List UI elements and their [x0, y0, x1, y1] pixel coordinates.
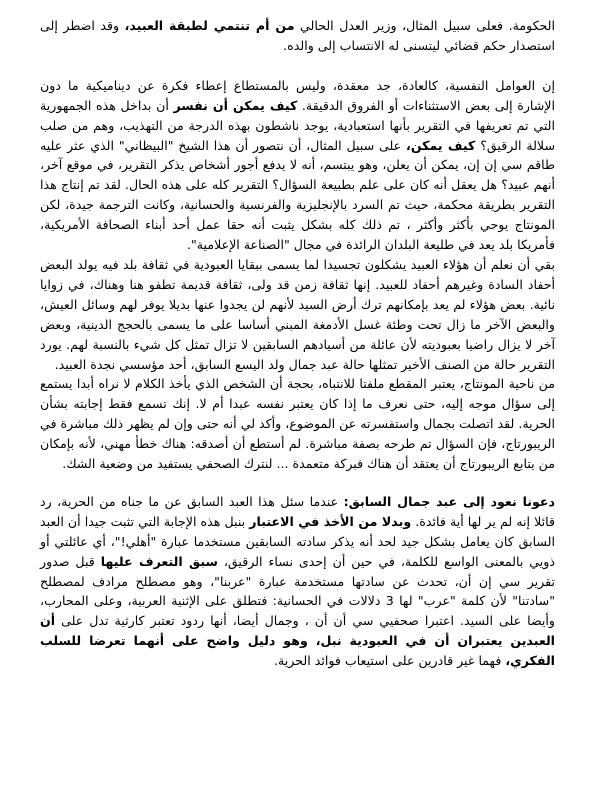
- text-run: الحكومة. فعلى سبيل المثال، وزير العدل الحالي: [294, 18, 556, 33]
- paragraph-2: [40, 76, 555, 255]
- emphasis-run: وبدلا من الأخذ في الاعتبار: [249, 513, 412, 529]
- text-run: بنبل هذه الإجابة التي تثبت جيدا أن العبد السابق كان يعامل بشكل جيد لحد أنه يذكر سادته السابقين مستخدما عبارة "أهلي!"، أي عائلتي أو ذويي بالمعنى الواسع للكلمة، في حين أن إحدى نساء الرقيق،: [40, 513, 555, 569]
- text-run: بقي أن نعلم أن هؤلاء العبيد يشكلون تجسيدا لما يسمى ببقايا العبودية في ثقافة بلد فيه يولد البعض أحفاد السادة وغيرهم أحفاد للعبيد. إنها ثقافة زمن قد ولى، ثقافة قديمة تطفو هنا وهناك، في زوايا نائية. بعض هؤلاء لم يعد بإمكانهم ترك أرض السيد لأنهم لن يجدوا عنها بديلا يوفر لهم وسائل العيش، والبعض الآخر ما زال تحت وطئة غسل الأدمغة المبني أساسا على ما يسمى بالحجج الدينية، وبعض آخر لا يزال راضيا بعبوديته لأن عائلة من أسيادهم السابقين لا تزال تمثل كل شيء بالنسبة لهم. يورد التقرير حالة من الصنف الأخير تمثلها حالة عبد جمال ولد اليسع السابق، أحد مؤسسي نجدة العبيد.: [40, 256, 555, 372]
- emphasis-run: من أم تنتمي لطبقة العبيد،: [124, 18, 295, 33]
- text-run: على سبيل المثال، أن نتصور أن هذا الشيخ "البيظاني" الذي عثر عليه طاقم سي إن إن، يمكن أن يعلن، وهو يبتسم، أنه لا يدفع أجور أشخاص يذكر التقرير، في موقع آخر، أنهم عبيد؟ هل يعقل أنه كان على علم بطبيعة السؤال؟ التقرير كله على هذه الحال. لقد تم إنتاج هذا التقرير بطريقة محكمة، حيث تم السرد بالإنجليزية والفرنسية والحسانية، وكانت الترجمة جيدة، لكن المونتاج يوحي بأكثر وأكثر ، تم ذلك كله بشكل يثبت أنه حقا عمل أحد أبناء الصحافة الأمريكية، فأمريكا بلد يعد في طليعة البلدان الرائدة في مجال "الصناعة الإعلامية".: [40, 137, 555, 253]
- emphasis-run: أن العبدين يعتبران أن في العبودية نبل، وهو دليل واضح على أنهما تعرضا للسلب الفكري،: [40, 613, 555, 669]
- emphasis-run: كيف يمكن أن نفسر: [173, 97, 298, 113]
- text-run: إن العوامل النفسية، كالعادة، جد معقدة، وليس بالمستطاع إعطاء فكرة عن ديناميكية ما دون الإشارة إلى بعض الاستثناءات أو الفروق الدقيقة.: [40, 77, 555, 113]
- text-run: وقد اضطر إلى استصدار حكم قضائي ليتسنى له الانتساب إلى والده.: [40, 18, 555, 53]
- paragraph-spacer: [40, 474, 555, 492]
- text-run: أن بداخل هذه الجمهورية التي تم تعريفها في التقرير بأنها استعبادية، يوجد ناشطون بهذه الدرجة من التهذيب، وهم من صلب سلالة الرقيق؟: [40, 97, 555, 153]
- emphasis-run: كيف يمكن،: [406, 137, 476, 153]
- text-run: قبل صدور تقرير سي إن أن، تحدث عن سادتها مستخدمة عبارة "عربنا"، وهو مصطلح مرادف لمصطلح "سادتنا" لأن كلمة "عرب" لها 3 دلالات في الحسانية: فتطلق على الإثنية العربية، وعلى المحارب، وأيضا على السيد. اعتبرا صحفيي سي أن أن ، وجمال أيضا، أنها ردود تعتبر كارثية تدل على: [40, 553, 555, 629]
- paragraph-5: [40, 492, 555, 671]
- paragraph-spacer: [40, 56, 555, 76]
- emphasis-run: دعونا نعود إلى عبد جمال السابق:: [343, 493, 555, 509]
- text-run: فهما غير قادرين على استيعاب فوائد الحرية.: [274, 653, 506, 669]
- emphasis-run: سبق التعرف عليها: [100, 553, 218, 569]
- paragraph-4: [40, 374, 555, 474]
- paragraph-1: [40, 16, 555, 56]
- text-run: من ناحية المونتاج، يعتبر المقطع ملفتا للانتباه، بحجة أن الشخص الذي يأخذ الكلام لا نراه أبدا يستمع إلى سؤال موجه إليه، حتى نعرف ما إذا كان يعتبر نفسه عبدا أم لا. إنك تسمع فقط إجابته بشأن الحرية. لقد اتصلت بجمال واستفسرته عن الموضوع، وأكد لي أنه حتى وإن لم يظهر ذلك مباشرة في الريبورتاج، فإن السؤال تم طرحه بصفة مباشرة. لم أستطع أن أصدقه: هناك خطأ مهني، لأنه بإمكان من يتابع الريبورتاج أن يعتقد أن هناك فبركة متعمدة ... لنترك الصحفي يستفيد من وضعية الشك.: [40, 376, 555, 472]
- text-run: عندما سئل هذا العبد السابق عن ما جناه من الحرية، رد قائلا إنه لم ير لها أية فائدة.: [40, 493, 556, 529]
- paragraph-3: [40, 255, 555, 374]
